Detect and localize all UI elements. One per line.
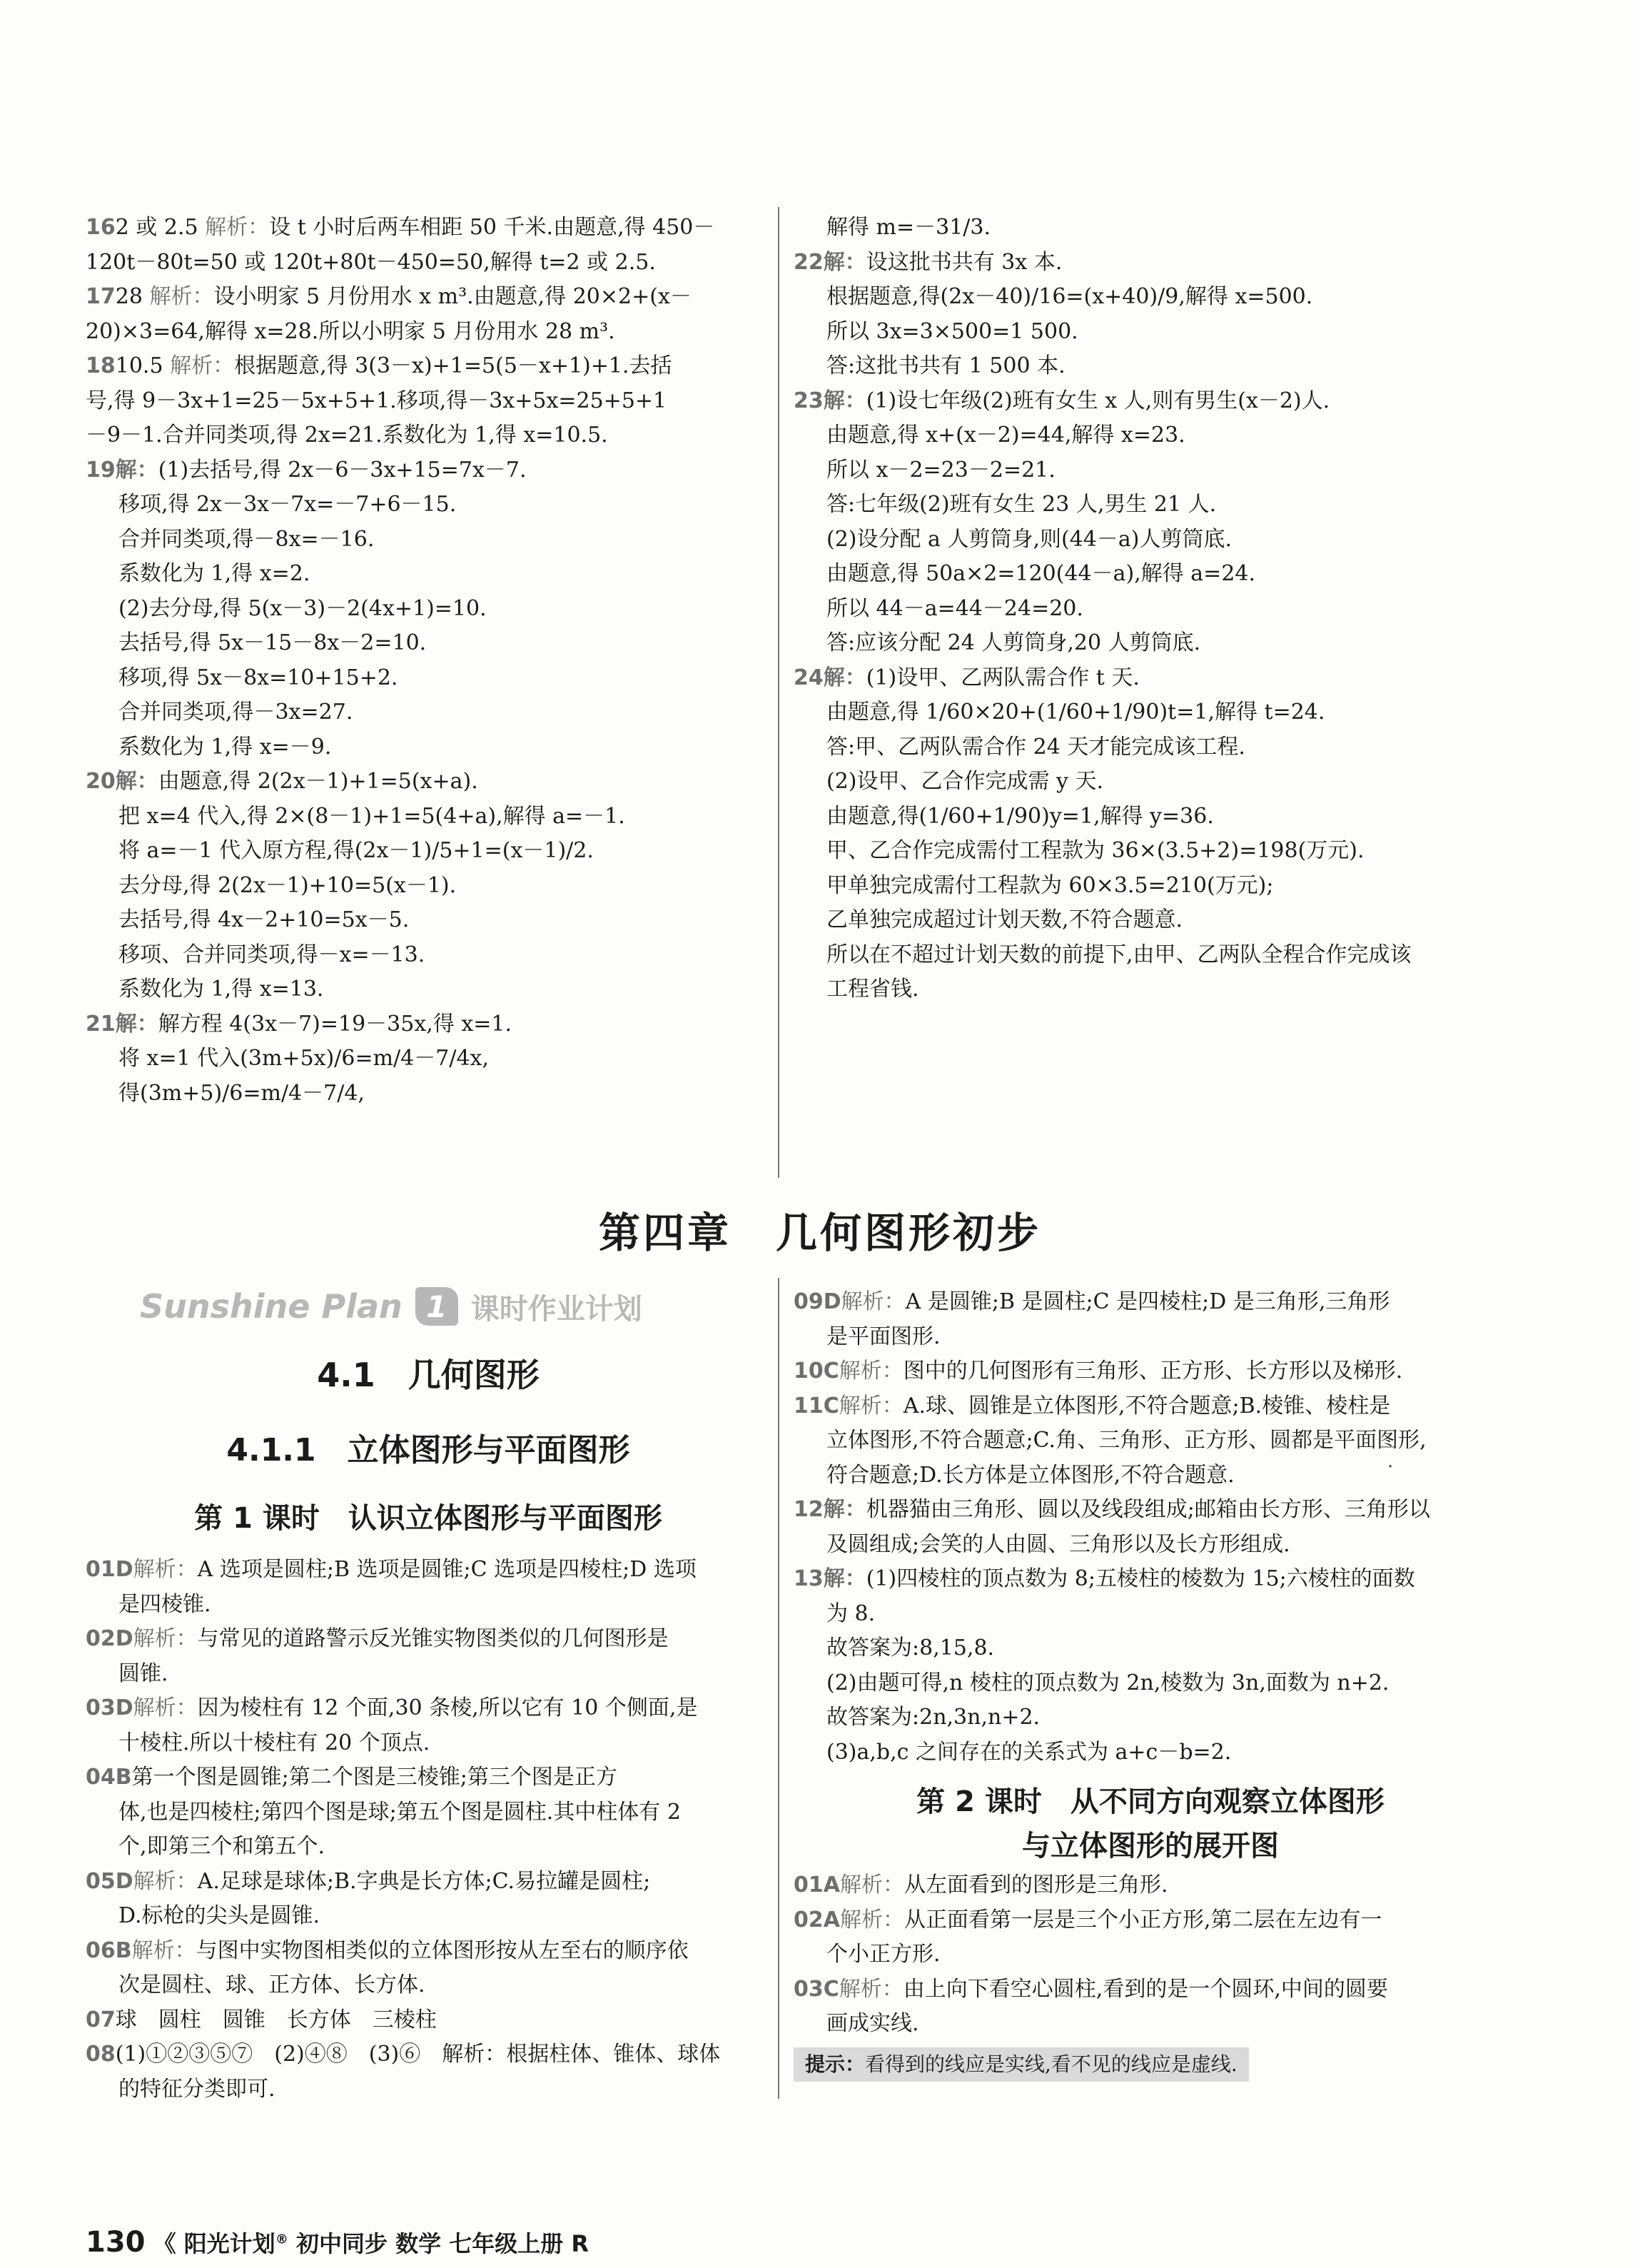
line-text: 个,即第三个和第五个. xyxy=(118,1834,325,1859)
text-line xyxy=(794,1354,1507,1389)
left-column-top xyxy=(86,211,771,1111)
line-text: 把 x=4 代入,得 2×(8－1)+1=5(4+a),解得 a=－1. xyxy=(118,803,625,829)
plan-english: Sunshine Plan xyxy=(140,1287,403,1326)
line-text: 去分母,得 2(2x－1)+10=5(x－1). xyxy=(118,872,457,898)
text-line xyxy=(794,1666,1507,1701)
text-line xyxy=(86,730,771,765)
footer-arrows: 《 xyxy=(153,2230,176,2257)
analysis-label: 解析： xyxy=(205,215,270,240)
text-line xyxy=(86,1691,771,1726)
line-text: 由题意,得 50a×2=120(44－a),解得 a=24. xyxy=(826,561,1256,586)
line-text: (2)设分配 a 人剪筒身,则(44－a)人剪筒底. xyxy=(826,526,1232,552)
left-column-bottom xyxy=(86,1553,771,2107)
answer-letter: D xyxy=(115,1868,133,1894)
line-text: (1)①②③⑤⑦ (2)④⑧ (3)⑥ 解析：根据柱体、锥体、球体 xyxy=(115,2042,721,2067)
line-text: A 是圆锥;B 是圆柱;C 是四棱柱;D 是三角形,三角形 xyxy=(905,1289,1390,1314)
line-text: 体,也是四棱柱;第四个图是球;第五个图是圆柱.其中柱体有 2 xyxy=(118,1799,681,1825)
solution-label: 解： xyxy=(823,388,866,413)
text-line xyxy=(86,557,771,592)
question-number: 10 xyxy=(794,1359,824,1384)
text-line xyxy=(86,1795,771,1830)
answer-letter: A xyxy=(823,1907,840,1932)
line-text: A.球、圆锥是立体图形,不符合题意;B.棱锥、棱柱是 xyxy=(903,1393,1391,1418)
line-text: (1)四棱柱的顶点数为 8;五棱柱的棱数为 15;六棱柱的面数 xyxy=(866,1566,1415,1591)
text-line xyxy=(86,1934,771,1969)
text-line xyxy=(794,1937,1507,1972)
column-divider-top xyxy=(778,207,779,1178)
question-number: 23 xyxy=(794,388,824,413)
answer-letter: B xyxy=(115,1937,132,1963)
text-line xyxy=(86,384,771,419)
analysis-label: 解析： xyxy=(133,1868,198,1894)
text-line xyxy=(86,1588,771,1623)
line-text: 画成实线. xyxy=(826,2011,919,2036)
text-line xyxy=(794,349,1507,384)
solution-label: 解： xyxy=(823,665,866,690)
line-text: 答:甲、乙两队需合作 24 天才能完成该工程. xyxy=(826,734,1245,760)
text-line xyxy=(86,488,771,523)
line-text: 由上向下看空心圆柱,看到的是一个圆环,中间的圆要 xyxy=(903,1976,1388,2002)
line-text: (2)由题可得,n 棱柱的顶点数为 2n,棱数为 3n,面数为 n+2. xyxy=(826,1670,1390,1695)
text-line xyxy=(86,349,771,384)
text-line xyxy=(86,869,771,904)
text-line xyxy=(794,869,1507,904)
answer-letter: D xyxy=(115,1626,133,1651)
lesson-2-title-line1: 第 2 课时 从不同方向观察立体图形 xyxy=(916,1785,1385,1818)
line-text: 球 圆柱 圆锥 长方体 三棱柱 xyxy=(115,2007,437,2032)
plan-chinese: 课时作业计划 xyxy=(470,1292,642,1326)
text-line xyxy=(86,418,771,453)
line-text: 号,得 9－3x+1=25－5x+5+1.移项,得－3x+5x=25+5+1 xyxy=(86,388,667,413)
plan-badge: 1 xyxy=(415,1287,458,1326)
text-line xyxy=(86,1760,771,1795)
text-line xyxy=(794,1285,1507,1320)
question-number: 05 xyxy=(86,1868,116,1894)
text-line xyxy=(86,1865,771,1900)
line-text: A 选项是圆柱;B 选项是圆锥;C 选项是四棱柱;D 选项 xyxy=(197,1557,697,1582)
answer-letter: D xyxy=(115,1695,133,1720)
text-line xyxy=(794,1562,1507,1597)
text-line xyxy=(86,1830,771,1865)
question-number: 12 xyxy=(794,1497,824,1522)
analysis-label: 解析： xyxy=(839,1907,904,1932)
question-number: 20 xyxy=(86,769,116,794)
text-line xyxy=(86,280,771,315)
text-line xyxy=(794,626,1507,661)
question-number: 21 xyxy=(86,1011,116,1037)
answer-letter: C xyxy=(823,1393,839,1418)
line-text: 2 或 2.5 xyxy=(115,215,206,240)
question-number: 07 xyxy=(86,2007,116,2032)
footer-subtitle: 初中同步 数学 七年级上册 R xyxy=(288,2230,589,2257)
text-line xyxy=(86,1077,771,1112)
line-text: 去括号,得 4x－2+10=5x－5. xyxy=(118,907,410,932)
text-line xyxy=(794,903,1507,938)
solution-label: 解： xyxy=(115,769,158,794)
question-number: 09 xyxy=(794,1289,824,1314)
line-text: 甲单独完成需付工程款为 60×3.5=210(万元); xyxy=(826,872,1274,898)
line-text: 从正面看第一层是三个小正方形,第二层在左边有一 xyxy=(903,1907,1382,1932)
line-text: 设小明家 5 月份用水 x m³.由题意,得 20×2+(x－ xyxy=(213,284,692,309)
column-divider-bottom xyxy=(778,1278,779,2099)
text-line xyxy=(86,592,771,627)
line-text: 移项,得 2x－3x－7x=－7+6－15. xyxy=(118,492,457,517)
text-line xyxy=(86,1899,771,1934)
analysis-label: 解析： xyxy=(839,1359,903,1384)
question-number: 03 xyxy=(86,1695,116,1720)
text-line xyxy=(86,800,771,835)
line-text: 得(3m+5)/6=m/4－7/4, xyxy=(118,1080,365,1106)
line-text: 系数化为 1,得 x=13. xyxy=(118,977,324,1002)
text-line xyxy=(794,280,1507,315)
text-line xyxy=(794,765,1507,800)
text-line xyxy=(794,1423,1507,1458)
line-text: 合并同类项,得－8x=－16. xyxy=(118,526,375,552)
line-text: 因为棱柱有 12 个面,30 条棱,所以它有 10 个侧面,是 xyxy=(197,1695,698,1720)
analysis-label: 解析： xyxy=(133,1557,198,1582)
line-text: (1)设七年级(2)班有女生 x 人,则有男生(x－2)人. xyxy=(866,388,1330,413)
line-text: 移项,得 5x－8x=10+15+2. xyxy=(118,665,398,690)
question-number: 02 xyxy=(86,1626,116,1651)
line-text: 答:应该分配 24 人剪筒身,20 人剪筒底. xyxy=(826,630,1201,655)
line-text: 从左面看到的图形是三角形. xyxy=(903,1873,1168,1897)
text-line xyxy=(794,661,1507,696)
question-number: 22 xyxy=(794,249,824,275)
line-text: 及圆组成;会笑的人由圆、三角形以及长方形组成. xyxy=(826,1531,1290,1557)
text-line xyxy=(794,211,1507,246)
analysis-label: 解析： xyxy=(839,1873,904,1897)
solution-label: 解： xyxy=(115,457,158,483)
line-text: 由题意,得 x+(x－2)=44,解得 x=23. xyxy=(826,423,1185,448)
text-line xyxy=(794,1700,1507,1735)
line-text: (2)设甲、乙合作完成需 y 天. xyxy=(826,769,1104,794)
line-text: 设这批书共有 3x 本. xyxy=(866,249,1063,275)
text-line xyxy=(86,523,771,558)
question-number: 18 xyxy=(86,353,116,378)
analysis-label: 解析： xyxy=(131,1937,196,1963)
analysis-label: 解析： xyxy=(133,1695,198,1720)
line-text: 由题意,得(1/60+1/90)y=1,解得 y=36. xyxy=(826,803,1214,829)
subsection-title: 4.1.1 立体图形与平面图形 xyxy=(226,1432,630,1468)
line-text: 圆锥. xyxy=(118,1660,168,1686)
text-line xyxy=(86,453,771,488)
text-line xyxy=(794,1320,1507,1355)
line-text: D.标枪的尖头是圆锥. xyxy=(118,1903,320,1928)
text-line xyxy=(86,2072,771,2107)
line-text: 立体图形,不符合题意;C.角、三角形、正方形、圆都是平面图形, xyxy=(826,1428,1427,1453)
line-text: 120t－80t=50 或 120t+80t－450=50,解得 t=2 或 2.5. xyxy=(86,249,656,275)
line-text: 移项、合并同类项,得－x=－13. xyxy=(118,942,425,967)
analysis-label: 解析： xyxy=(839,1393,903,1418)
question-number: 16 xyxy=(86,215,116,240)
line-text: 去括号,得 5x－15－8x－2=10. xyxy=(118,630,427,655)
answer-letter: D xyxy=(115,1557,133,1582)
footer-registered: ® xyxy=(275,2232,288,2247)
text-line xyxy=(86,834,771,869)
text-line xyxy=(794,523,1507,558)
text-line xyxy=(794,384,1507,419)
text-line xyxy=(794,1458,1507,1493)
analysis-label: 解析： xyxy=(839,1976,903,2002)
line-text: 甲、乙合作完成需付工程款为 36×(3.5+2)=198(万元). xyxy=(826,838,1365,863)
right-column-top xyxy=(794,211,1507,1007)
text-line xyxy=(86,1622,771,1657)
answer-letter: A xyxy=(823,1873,840,1897)
text-line xyxy=(86,765,771,800)
answer-letter: D xyxy=(823,1289,841,1314)
text-line xyxy=(794,1493,1507,1528)
line-text: 系数化为 1,得 x=2. xyxy=(118,561,310,586)
text-line xyxy=(86,1007,771,1042)
text-line xyxy=(794,1389,1507,1424)
text-line xyxy=(86,1042,771,1077)
line-text: 故答案为:2n,3n,n+2. xyxy=(826,1705,1041,1730)
text-line xyxy=(794,1528,1507,1563)
text-line xyxy=(794,592,1507,627)
text-line xyxy=(794,1631,1507,1666)
line-text: 所以 x－2=23－2=21. xyxy=(826,457,1056,483)
page-footer xyxy=(86,2226,589,2259)
text-line xyxy=(794,1735,1507,1770)
text-line xyxy=(794,1972,1507,2007)
line-text: 所以 3x=3×500=1 500. xyxy=(826,318,1078,344)
question-number: 08 xyxy=(86,2042,116,2067)
question-number: 13 xyxy=(794,1566,824,1591)
text-line xyxy=(86,1553,771,1588)
line-text: 由题意,得 1/60×20+(1/60+1/90)t=1,解得 t=24. xyxy=(826,700,1325,725)
text-line xyxy=(86,315,771,350)
lesson-2-answers xyxy=(794,1868,1507,2042)
line-text: 是四棱锥. xyxy=(118,1591,211,1617)
analysis-label: 解析： xyxy=(841,1289,906,1314)
question-number: 04 xyxy=(86,1765,116,1790)
text-line xyxy=(86,1968,771,2003)
text-line xyxy=(794,695,1507,730)
text-line xyxy=(794,938,1507,973)
line-text: 乙单独完成超过计划天数,不符合题意. xyxy=(826,907,1183,932)
line-text: 是平面图形. xyxy=(826,1324,941,1349)
line-text: 与图中实物图相类似的立体图形按从左至右的顺序依 xyxy=(196,1937,689,1963)
question-number: 03 xyxy=(794,1976,824,2002)
line-text: 为 8. xyxy=(826,1601,876,1626)
lesson-2-title-line2: 与立体图形的展开图 xyxy=(1022,1830,1279,1863)
text-line xyxy=(794,1903,1507,1938)
solution-label: 解： xyxy=(823,249,866,275)
line-text: 符合题意;D.长方体是立体图形,不符合题意. xyxy=(826,1462,1235,1488)
hint-text: 看得到的线应是实线,看不见的线应是虚线. xyxy=(865,2052,1237,2076)
footer-brand: 阳光计划 xyxy=(183,2230,275,2257)
question-number: 02 xyxy=(794,1907,824,1932)
text-line xyxy=(794,1597,1507,1632)
question-number: 19 xyxy=(86,457,116,483)
line-text: 十棱柱.所以十棱柱有 20 个顶点. xyxy=(118,1730,430,1755)
text-line xyxy=(86,1726,771,1761)
text-line xyxy=(794,972,1507,1007)
text-line xyxy=(794,730,1507,765)
text-line xyxy=(794,246,1507,281)
line-text: (1)去括号,得 2x－6－3x+15=7x－7. xyxy=(158,457,527,483)
text-line xyxy=(86,972,771,1007)
right-column-bottom xyxy=(794,1285,1507,2082)
text-line xyxy=(794,453,1507,488)
lesson-1-title: 第 1 课时 认识立体图形与平面图形 xyxy=(194,1502,662,1535)
answer-letter: C xyxy=(823,1976,839,2002)
text-line xyxy=(86,695,771,730)
line-text: 将 a=－1 代入原方程,得(2x－1)/5+1=(x－1)/2. xyxy=(118,838,594,863)
text-line xyxy=(794,834,1507,869)
line-text: 所以 44－a=44－24=20. xyxy=(826,595,1083,621)
text-line xyxy=(794,488,1507,523)
text-line xyxy=(86,2003,771,2038)
solution-label: 解： xyxy=(823,1497,866,1522)
line-text: 第一个图是圆锥;第二个图是三棱锥;第三个图是正方 xyxy=(131,1765,617,1790)
line-text: 10.5 xyxy=(115,353,171,378)
line-text: 将 x=1 代入(3m+5x)/6=m/4－7/4x, xyxy=(118,1046,490,1071)
line-text: 个小正方形. xyxy=(826,1942,941,1967)
line-text: 设 t 小时后两车相距 50 千米.由题意,得 450－ xyxy=(269,215,715,240)
line-text: 次是圆柱、球、正方体、长方体. xyxy=(118,1972,425,1997)
text-line xyxy=(86,246,771,281)
line-text: 解方程 4(3x－7)=19－35x,得 x=1. xyxy=(158,1011,512,1037)
hint-box xyxy=(794,2047,1249,2082)
question-number: 17 xyxy=(86,284,116,309)
line-text: (1)设甲、乙两队需合作 t 天. xyxy=(866,665,1140,690)
line-text: 由题意,得 2(2x－1)+1=5(x+a). xyxy=(158,769,478,794)
question-number: 11 xyxy=(794,1393,824,1418)
line-text: 机器猫由三角形、圆以及线段组成;邮箱由长方形、三角形以 xyxy=(866,1497,1430,1522)
line-text: 故答案为:8,15,8. xyxy=(826,1636,995,1660)
line-text: 20)×3=64,解得 x=28.所以小明家 5 月份用水 28 m³. xyxy=(86,318,615,344)
text-line xyxy=(794,418,1507,453)
text-line xyxy=(794,2007,1507,2042)
line-text: (2)去分母,得 5(x－3)－2(4x+1)=10. xyxy=(118,595,487,621)
text-line xyxy=(86,661,771,696)
text-line xyxy=(86,1657,771,1692)
text-line xyxy=(794,800,1507,835)
question-number: 01 xyxy=(86,1557,116,1582)
text-line xyxy=(86,211,771,246)
question-number: 24 xyxy=(794,665,824,690)
solution-label: 解： xyxy=(823,1566,866,1591)
section-title: 4.1 几何图形 xyxy=(317,1356,540,1394)
line-text: 合并同类项,得－3x=27. xyxy=(118,700,353,725)
analysis-label: 解析： xyxy=(133,1626,198,1651)
plan-banner xyxy=(140,1285,725,1328)
line-text: 根据题意,得(2x－40)/16=(x+40)/9,解得 x=500. xyxy=(826,284,1313,309)
analysis-label: 解析： xyxy=(170,353,235,378)
solution-label: 解： xyxy=(115,1011,158,1037)
line-text: 所以在不超过计划天数的前提下,由甲、乙两队全程合作完成该 xyxy=(826,942,1412,967)
line-text: (3)a,b,c 之间存在的关系式为 a+c－b=2. xyxy=(826,1739,1232,1765)
line-text: 工程省钱. xyxy=(826,977,919,1002)
question-number: 06 xyxy=(86,1937,116,1963)
line-text: 的特征分类即可. xyxy=(118,2076,275,2102)
text-line xyxy=(86,903,771,938)
line-text: 解得 m=－31/3. xyxy=(826,215,991,240)
right-bottom-answers xyxy=(794,1285,1507,1770)
line-text: 图中的几何图形有三角形、正方形、长方形以及梯形. xyxy=(903,1359,1403,1384)
line-text: 根据题意,得 3(3－x)+1=5(5－x+1)+1.去括 xyxy=(234,353,672,378)
text-line xyxy=(86,2037,771,2072)
answer-letter: B xyxy=(115,1765,132,1790)
scan-dot: · xyxy=(1387,1456,1394,1478)
analysis-label: 解析： xyxy=(149,284,214,309)
text-line xyxy=(794,315,1507,350)
question-number: 01 xyxy=(794,1873,824,1897)
text-line xyxy=(86,626,771,661)
line-text: －9－1.合并同类项,得 2x=21.系数化为 1,得 x=10.5. xyxy=(86,423,608,448)
line-text: 答:这批书共有 1 500 本. xyxy=(826,353,1066,378)
line-text: A.足球是球体;B.字典是长方体;C.易拉罐是圆柱; xyxy=(197,1868,651,1894)
text-line xyxy=(794,1868,1507,1903)
page-number: 130 xyxy=(86,2226,146,2259)
line-text: 与常见的道路警示反光锥实物图类似的几何图形是 xyxy=(197,1626,669,1651)
line-text: 28 xyxy=(115,284,150,309)
line-text: 答:七年级(2)班有女生 23 人,男生 21 人. xyxy=(826,492,1217,517)
text-line xyxy=(794,557,1507,592)
hint-label: 提示： xyxy=(805,2052,866,2076)
text-line xyxy=(86,938,771,973)
line-text: 系数化为 1,得 x=－9. xyxy=(118,734,332,760)
chapter-title: 第四章 几何图形初步 xyxy=(598,1209,1041,1257)
answer-letter: C xyxy=(823,1359,839,1384)
